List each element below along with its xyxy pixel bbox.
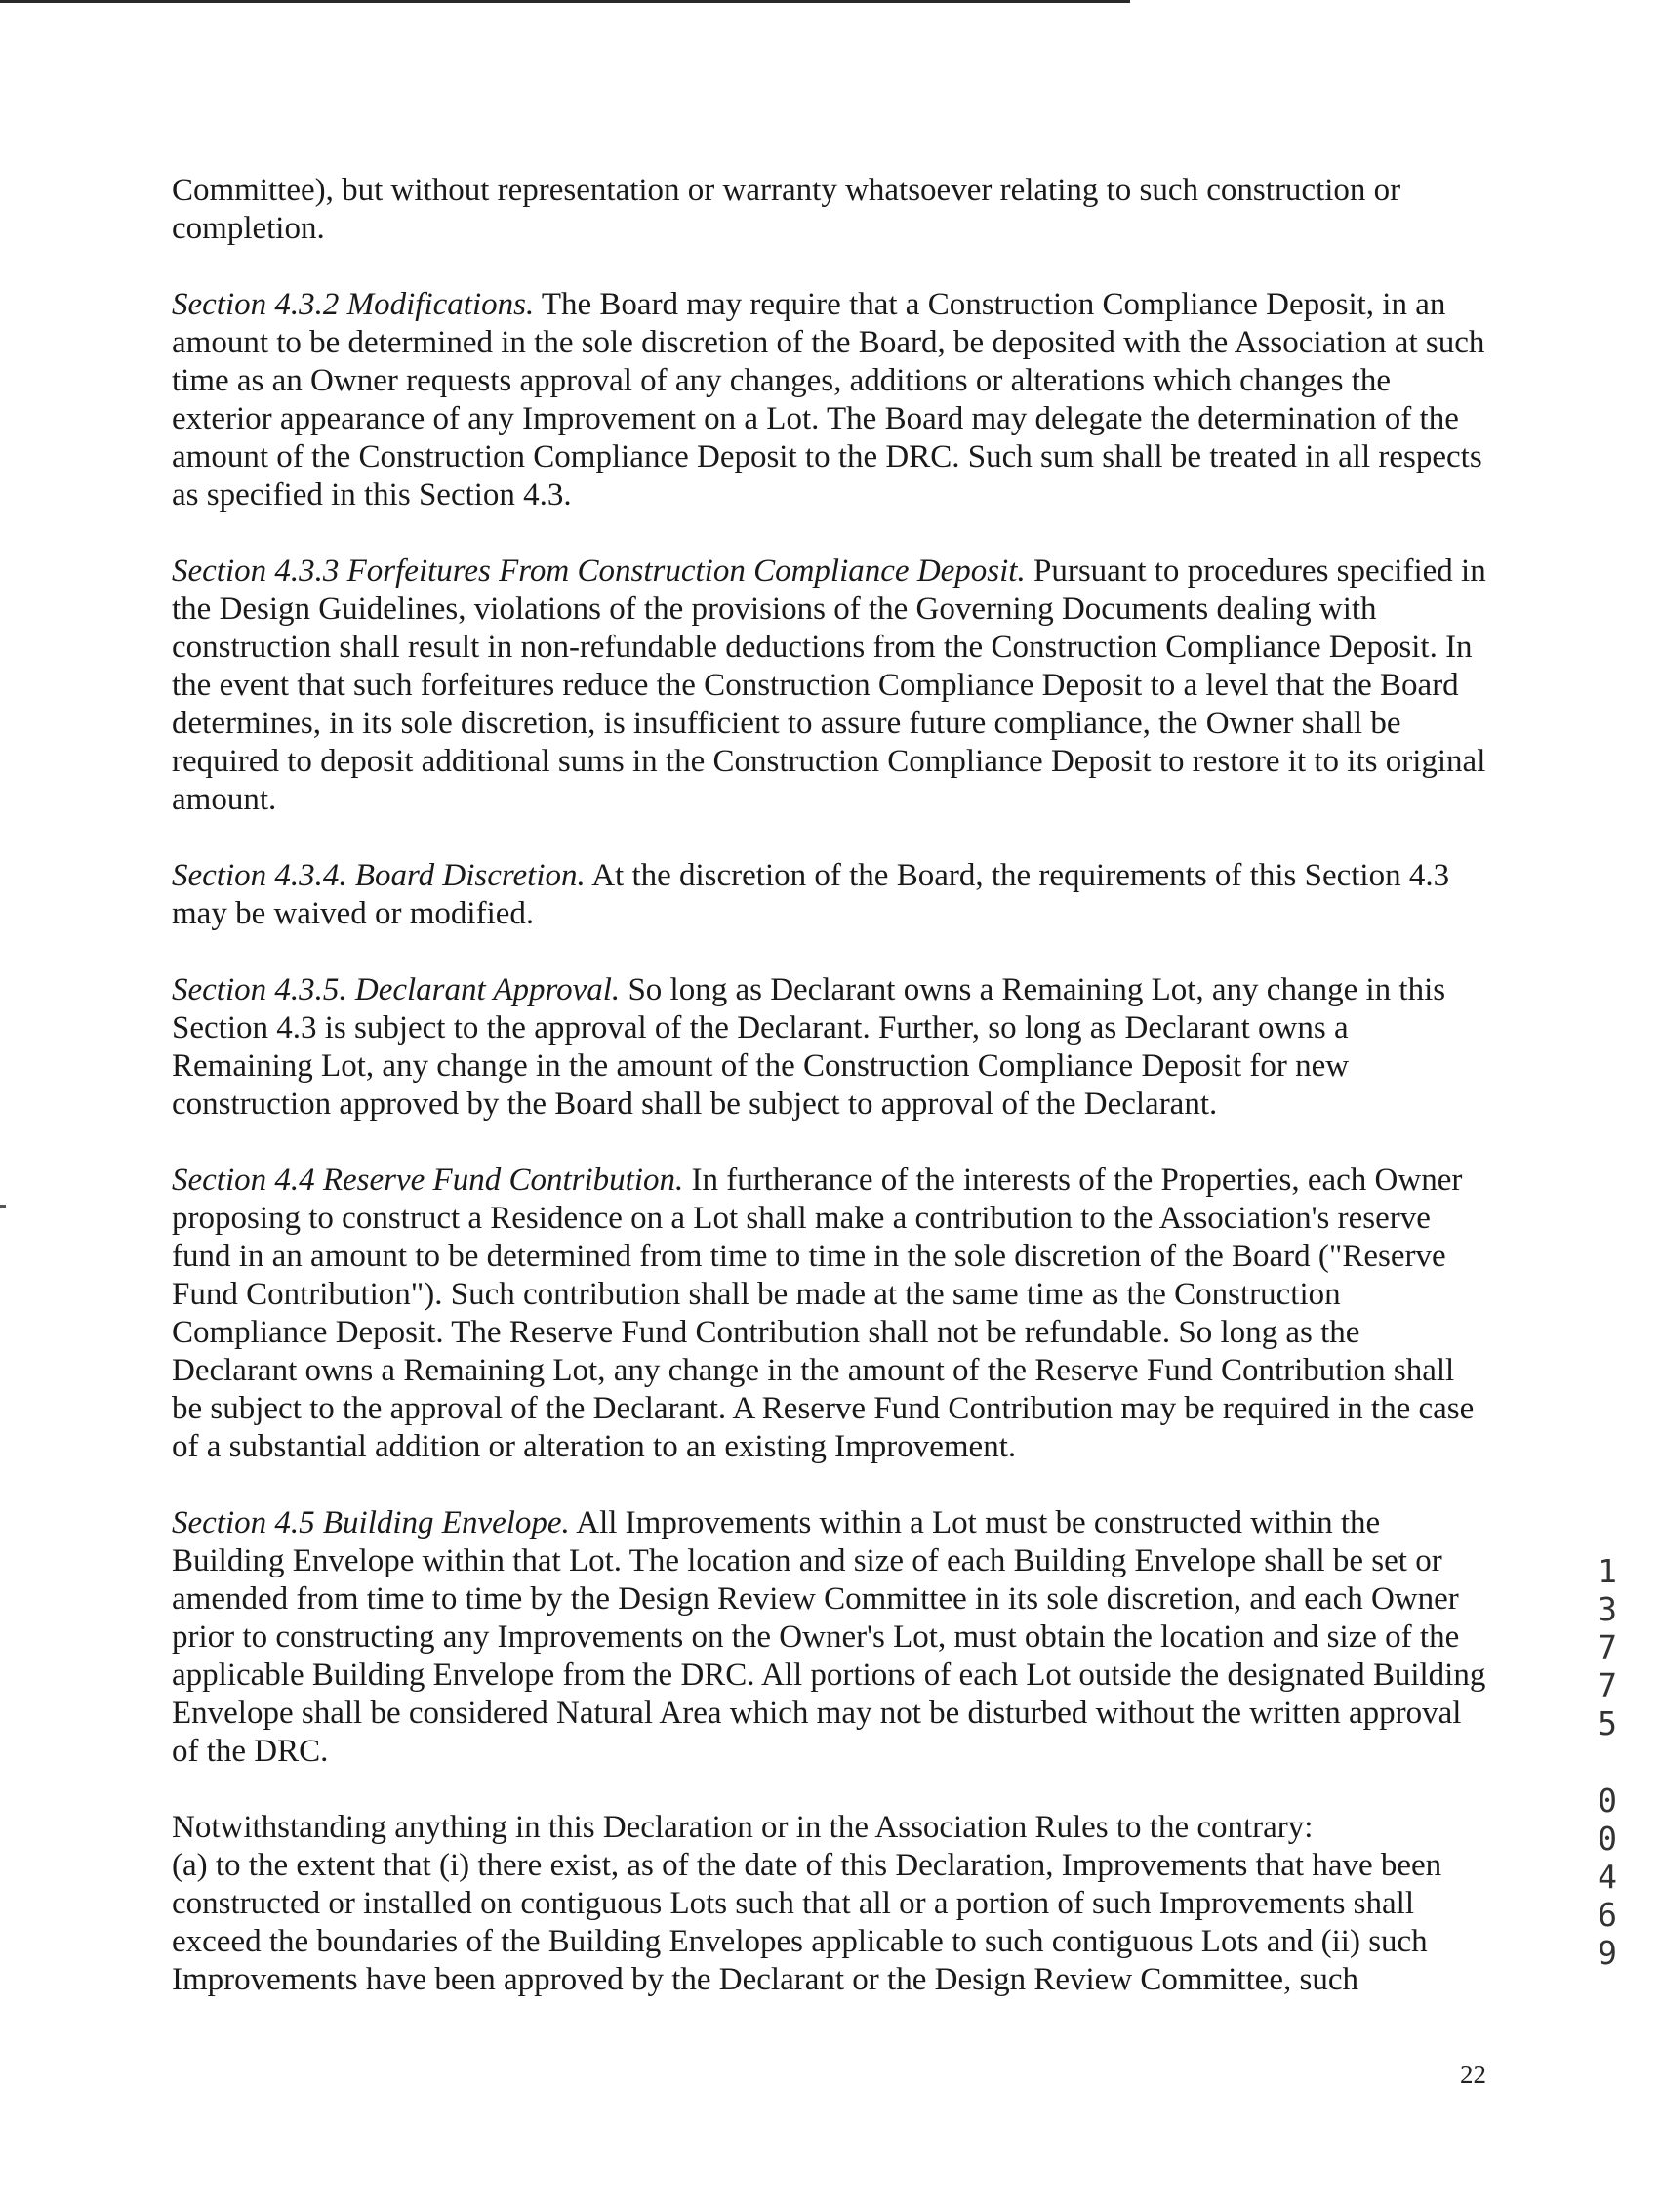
stamp-digit: 0 [1598, 1820, 1617, 1858]
stamp-digit: 6 [1598, 1896, 1617, 1934]
section-4-4 [172, 1162, 1489, 1466]
clause-a-paragraph [172, 1847, 1489, 1999]
section-4-3-4-heading: Section 4.3.4. Board Discretion. [172, 858, 586, 893]
stamp-gap [1591, 1742, 1624, 1782]
stamp-digit: 1 [1598, 1552, 1617, 1590]
continued-paragraph [172, 172, 1489, 248]
left-margin-mark [0, 1205, 6, 1208]
section-4-3-5 [172, 971, 1489, 1124]
section-4-3-5-text: So long as Declarant owns a Remaining Lot, any change in this Section 4.3 is subject to the approval of the Declarant. Further, so long as Declarant owns a Remaining Lot, any change in the amount of the Construction Compliance Deposit for new construction approved by the Board shall be subject to approval of the Declarant. [172, 972, 1446, 1122]
stamp-digit: 7 [1598, 1628, 1617, 1666]
stamp-digit: 3 [1598, 1590, 1617, 1628]
stamp-digit: 9 [1598, 1934, 1617, 1972]
stamp-digit: 0 [1598, 1782, 1617, 1820]
stamp-group-1 [1591, 1552, 1624, 1742]
continued-text: Committee), but without representation or warranty whatsoever relating to such construction or completion. [172, 173, 1401, 246]
section-4-3-3-heading: Section 4.3.3 Forfeitures From Construction Compliance Deposit. [172, 553, 1026, 589]
section-4-5-text: All Improvements within a Lot must be constructed within the Building Envelope within that Lot. The location and size of each Building Envelope shall be set or amended from time to time by the Design Review Committee in its sole discretion, and each Owner prior to constructing any Improvements on the Owner's Lot, must obtain the location and size of the applicable Building Envelope from the DRC. All portions of each Lot outside the designated Building Envelope shall be considered Natural Area which may not be disturbed without the written approval of the DRC. [172, 1505, 1486, 1769]
notwithstanding-paragraph [172, 1809, 1489, 1847]
notwithstanding-text: Notwithstanding anything in this Declaration or in the Association Rules to the contrary: [172, 1810, 1314, 1845]
page-number: 22 [1460, 2060, 1486, 2089]
section-4-5-heading: Section 4.5 Building Envelope. [172, 1505, 570, 1540]
top-scan-rule [0, 0, 1130, 3]
section-4-4-heading: Section 4.4 Reserve Fund Contribution. [172, 1163, 684, 1198]
document-body [172, 172, 1489, 1999]
stamp-group-2 [1591, 1782, 1624, 1972]
section-4-3-5-heading: Section 4.3.5. Declarant Approval. [172, 972, 621, 1007]
section-4-3-4 [172, 857, 1489, 933]
stamp-digit: 7 [1598, 1666, 1617, 1704]
section-4-4-text: In furtherance of the interests of the Properties, each Owner proposing to construct a Residence on a Lot shall make a contribution to the Association's reserve fund in an amount to be determined from time to time in the sole discretion of the Board ("Reserve Fund Contribution"). Such contribution shall be made at the same time as the Construction Compliance Deposit. The Reserve Fund Contribution shall not be refundable. So long as the Declarant owns a Remaining Lot, any change in the amount of the Reserve Fund Contribution shall be subject to the approval of the Declarant. A Reserve Fund Contribution may be required in the case of a substantial addition or alteration to an existing Improvement. [172, 1163, 1475, 1464]
stamp-digit: 5 [1598, 1704, 1617, 1742]
clause-a-text: (a) to the extent that (i) there exist, as of the date of this Declaration, Improvements that have been constructed or installed on contiguous Lots such that all or a portion of such Improvements shall exceed the boundaries of the Building Envelopes applicable to such contiguous Lots and (ii) such Improvements have been approved by the Declarant or the Design Review Committee, such [172, 1848, 1442, 1997]
section-4-3-2-heading: Section 4.3.2 Modifications. [172, 287, 535, 322]
stamp-digit: 4 [1598, 1858, 1617, 1896]
section-4-3-3 [172, 553, 1489, 819]
section-4-3-3-text: Pursuant to procedures specified in the Design Guidelines, violations of the provisions of the Governing Documents dealing with construction shall result in non-refundable deductions from the Construction Compliance Deposit. In the event that such forfeitures reduce the Construction Compliance Deposit to a level that the Board determines, in its sole discretion, is insufficient to assure future compliance, the Owner shall be required to deposit additional sums in the Construction Compliance Deposit to restore it to its original amount. [172, 553, 1486, 817]
section-4-3-2 [172, 286, 1489, 514]
recording-stamp [1591, 1552, 1624, 1972]
section-4-3-4-text: At the discretion of the Board, the requirements of this Section 4.3 may be waived or modified. [172, 858, 1450, 931]
section-4-3-2-text: The Board may require that a Construction Compliance Deposit, in an amount to be determined in the sole discretion of the Board, be deposited with the Association at such time as an Owner requests approval of any changes, additions or alterations which changes the exterior appearance of any Improvement on a Lot. The Board may delegate the determination of the amount of the Construction Compliance Deposit to the DRC. Such sum shall be treated in all respects as specified in this Section 4.3. [172, 287, 1485, 512]
section-4-5 [172, 1504, 1489, 1771]
